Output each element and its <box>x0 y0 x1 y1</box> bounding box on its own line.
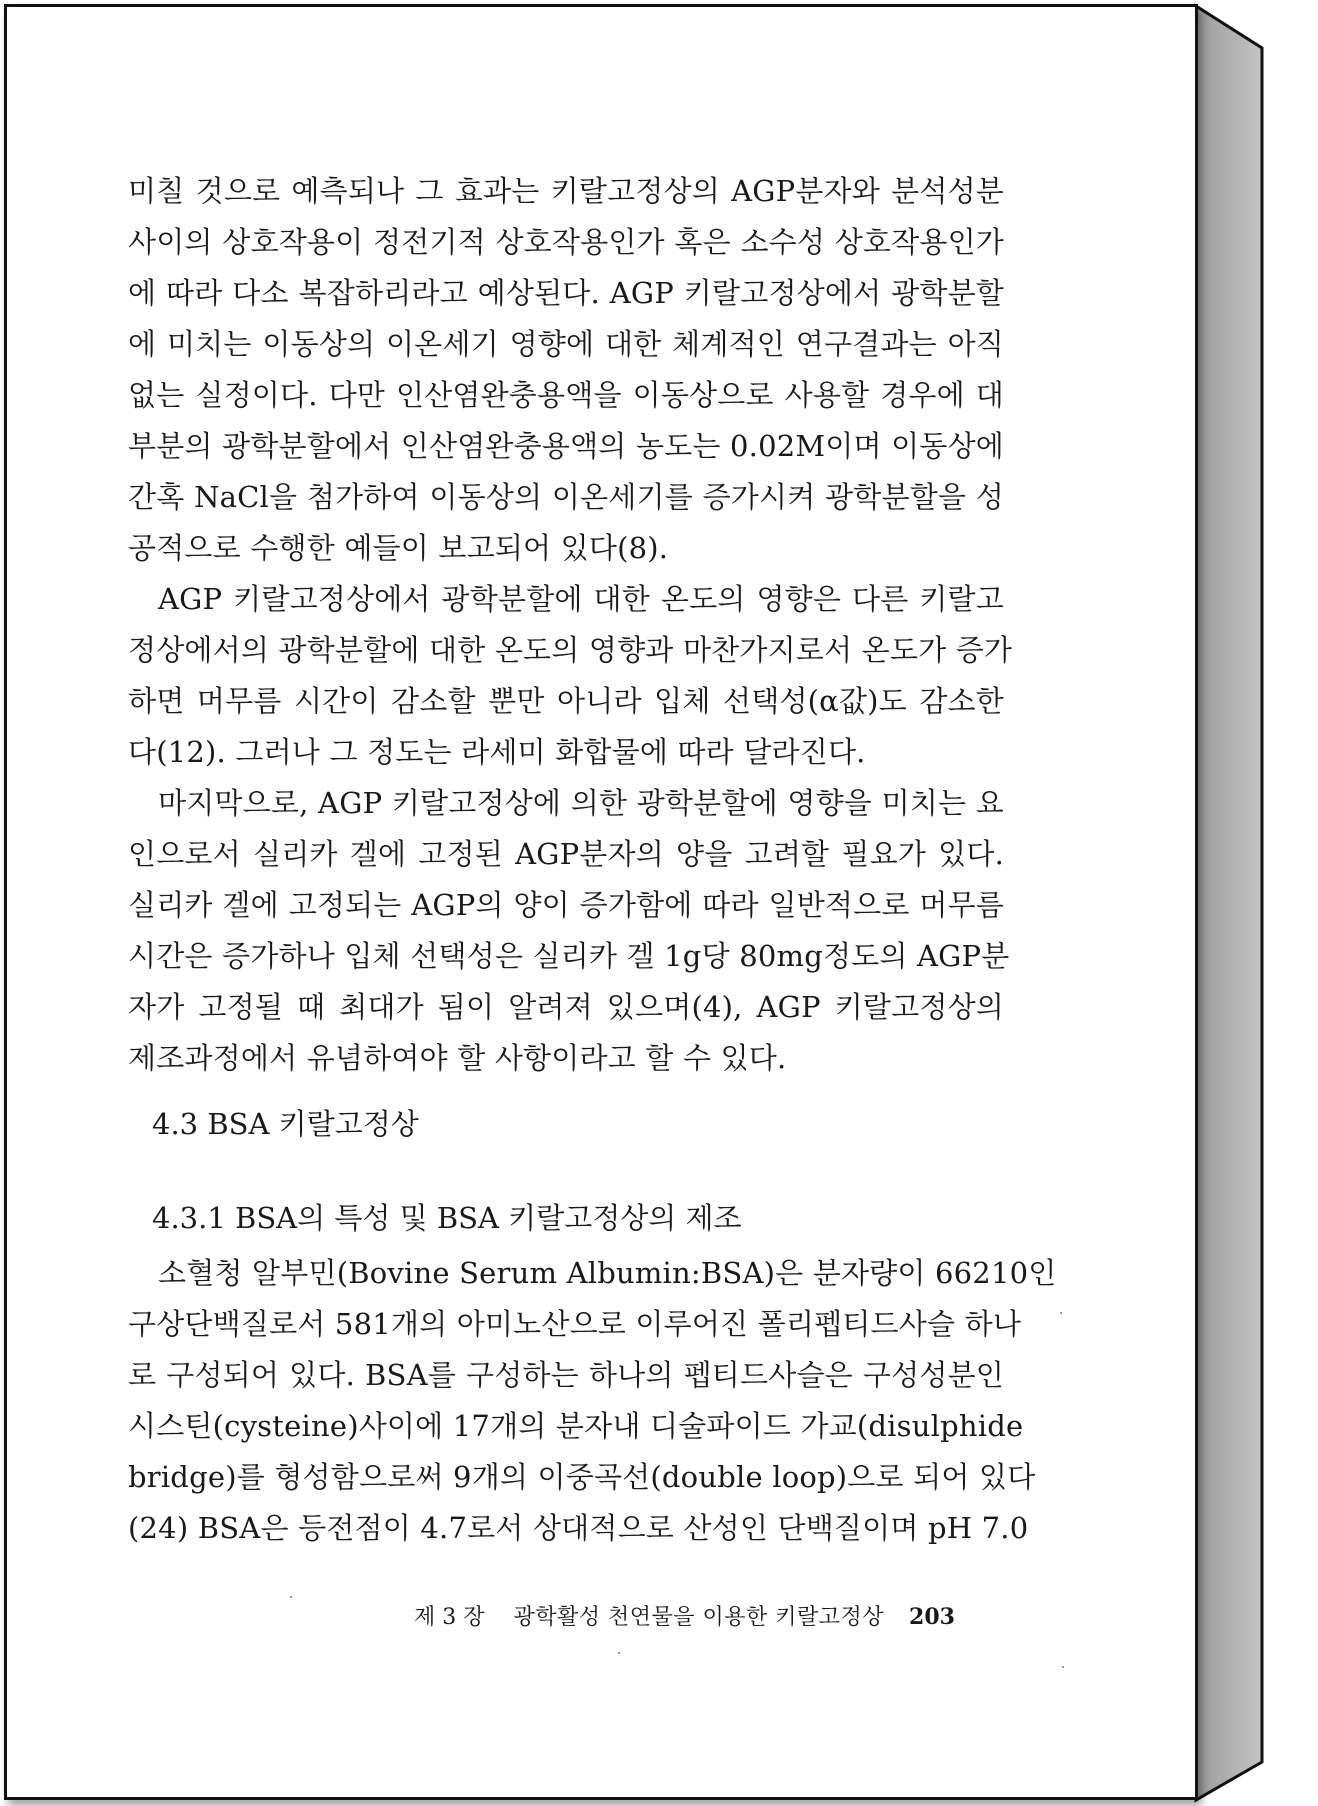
text-line: 구상단백질로서 581개의 아미노산으로 이루어진 폴리펩티드사슬 하나 <box>128 1307 1022 1341</box>
text-line: 공적으로 수행한 예들이 보고되어 있다(8). <box>128 531 669 565</box>
scan-speck <box>618 1652 620 1654</box>
scan-speck <box>1060 1312 1062 1314</box>
text-line: 부분의 광학분할에서 인산염완충용액의 농도는 0.02M이며 이동상에 <box>128 429 1004 463</box>
footer-chapter: 제 3 장 <box>414 1605 485 1630</box>
section-title: 4.3 BSA 키랄고정상 <box>152 1107 419 1141</box>
text-line: bridge)를 형성함으로써 9개의 이중곡선(double loop)으로 되어 있다 <box>128 1460 1036 1494</box>
text-line: 에 미치는 이동상의 이온세기 영향에 대한 체계적인 연구결과는 아직 <box>128 327 1004 361</box>
text-line: (24) BSA은 등전점이 4.7로서 상대적으로 산성인 단백질이며 pH 7.0 <box>128 1511 1029 1545</box>
page-number: 203 <box>909 1604 955 1630</box>
scan-speck <box>290 1596 292 1598</box>
body-text-bottom <box>128 1248 1057 1554</box>
page-footer <box>414 1600 979 1631</box>
text-line: 인으로서 실리카 겔에 고정된 AGP분자의 양을 고려할 필요가 있다. <box>128 837 1004 871</box>
text-line: 시간은 증가하나 입체 선택성은 실리카 겔 1g당 80mg정도의 AGP분 <box>128 939 1010 973</box>
text-line: 하면 머무름 시간이 감소할 뿐만 아니라 입체 선택성(α값)도 감소한 <box>128 684 1004 718</box>
text-line: 간혹 NaCl을 첨가하여 이동상의 이온세기를 증가시켜 광학분할을 성 <box>128 480 1004 514</box>
text-line: 정상에서의 광학분할에 대한 온도의 영향과 마찬가지로서 온도가 증가 <box>128 633 1013 667</box>
text-line: AGP 키랄고정상에서 광학분할에 대한 온도의 영향은 다른 키랄고 <box>158 582 1004 616</box>
text-line: 사이의 상호작용이 정전기적 상호작용인가 혹은 소수성 상호작용인가 <box>128 225 1004 259</box>
text-line: 다(12). 그러나 그 정도는 라세미 화합물에 따라 달라진다. <box>128 735 866 769</box>
scan-speck <box>1062 1666 1064 1668</box>
text-line: 마지막으로, AGP 키랄고정상에 의한 광학분할에 영향을 미치는 요 <box>158 786 1004 820</box>
subsection-title: 4.3.1 BSA의 특성 및 BSA 키랄고정상의 제조 <box>152 1201 742 1235</box>
text-line: 소혈청 알부민(Bovine Serum Albumin:BSA)은 분자량이 66210인 <box>158 1256 1057 1290</box>
text-line: 없는 실정이다. 다만 인산염완충용액을 이동상으로 사용할 경우에 대 <box>128 378 1004 412</box>
text-line: 자가 고정될 때 최대가 됨이 알려져 있으며(4), AGP 키랄고정상의 <box>128 990 1004 1024</box>
text-line: 미칠 것으로 예측되나 그 효과는 키랄고정상의 AGP분자와 분석성분 <box>128 174 1004 208</box>
text-line: 시스틴(cysteine)사이에 17개의 분자내 디술파이드 가교(disulphide <box>128 1409 1024 1443</box>
text-line: 에 따라 다소 복잡하리라고 예상된다. AGP 키랄고정상에서 광학분할 <box>128 276 1004 310</box>
text-line: 제조과정에서 유념하여야 할 사항이라고 할 수 있다. <box>128 1041 787 1075</box>
text-line: 실리카 겔에 고정되는 AGP의 양이 증가함에 따라 일반적으로 머무름 <box>128 888 1004 922</box>
text-line: 로 구성되어 있다. BSA를 구성하는 하나의 펩티드사슬은 구성성분인 <box>128 1358 1004 1392</box>
body-text-top <box>128 166 1013 1084</box>
footer-title: 광학활성 천연물을 이용한 키랄고정상 <box>513 1605 885 1630</box>
